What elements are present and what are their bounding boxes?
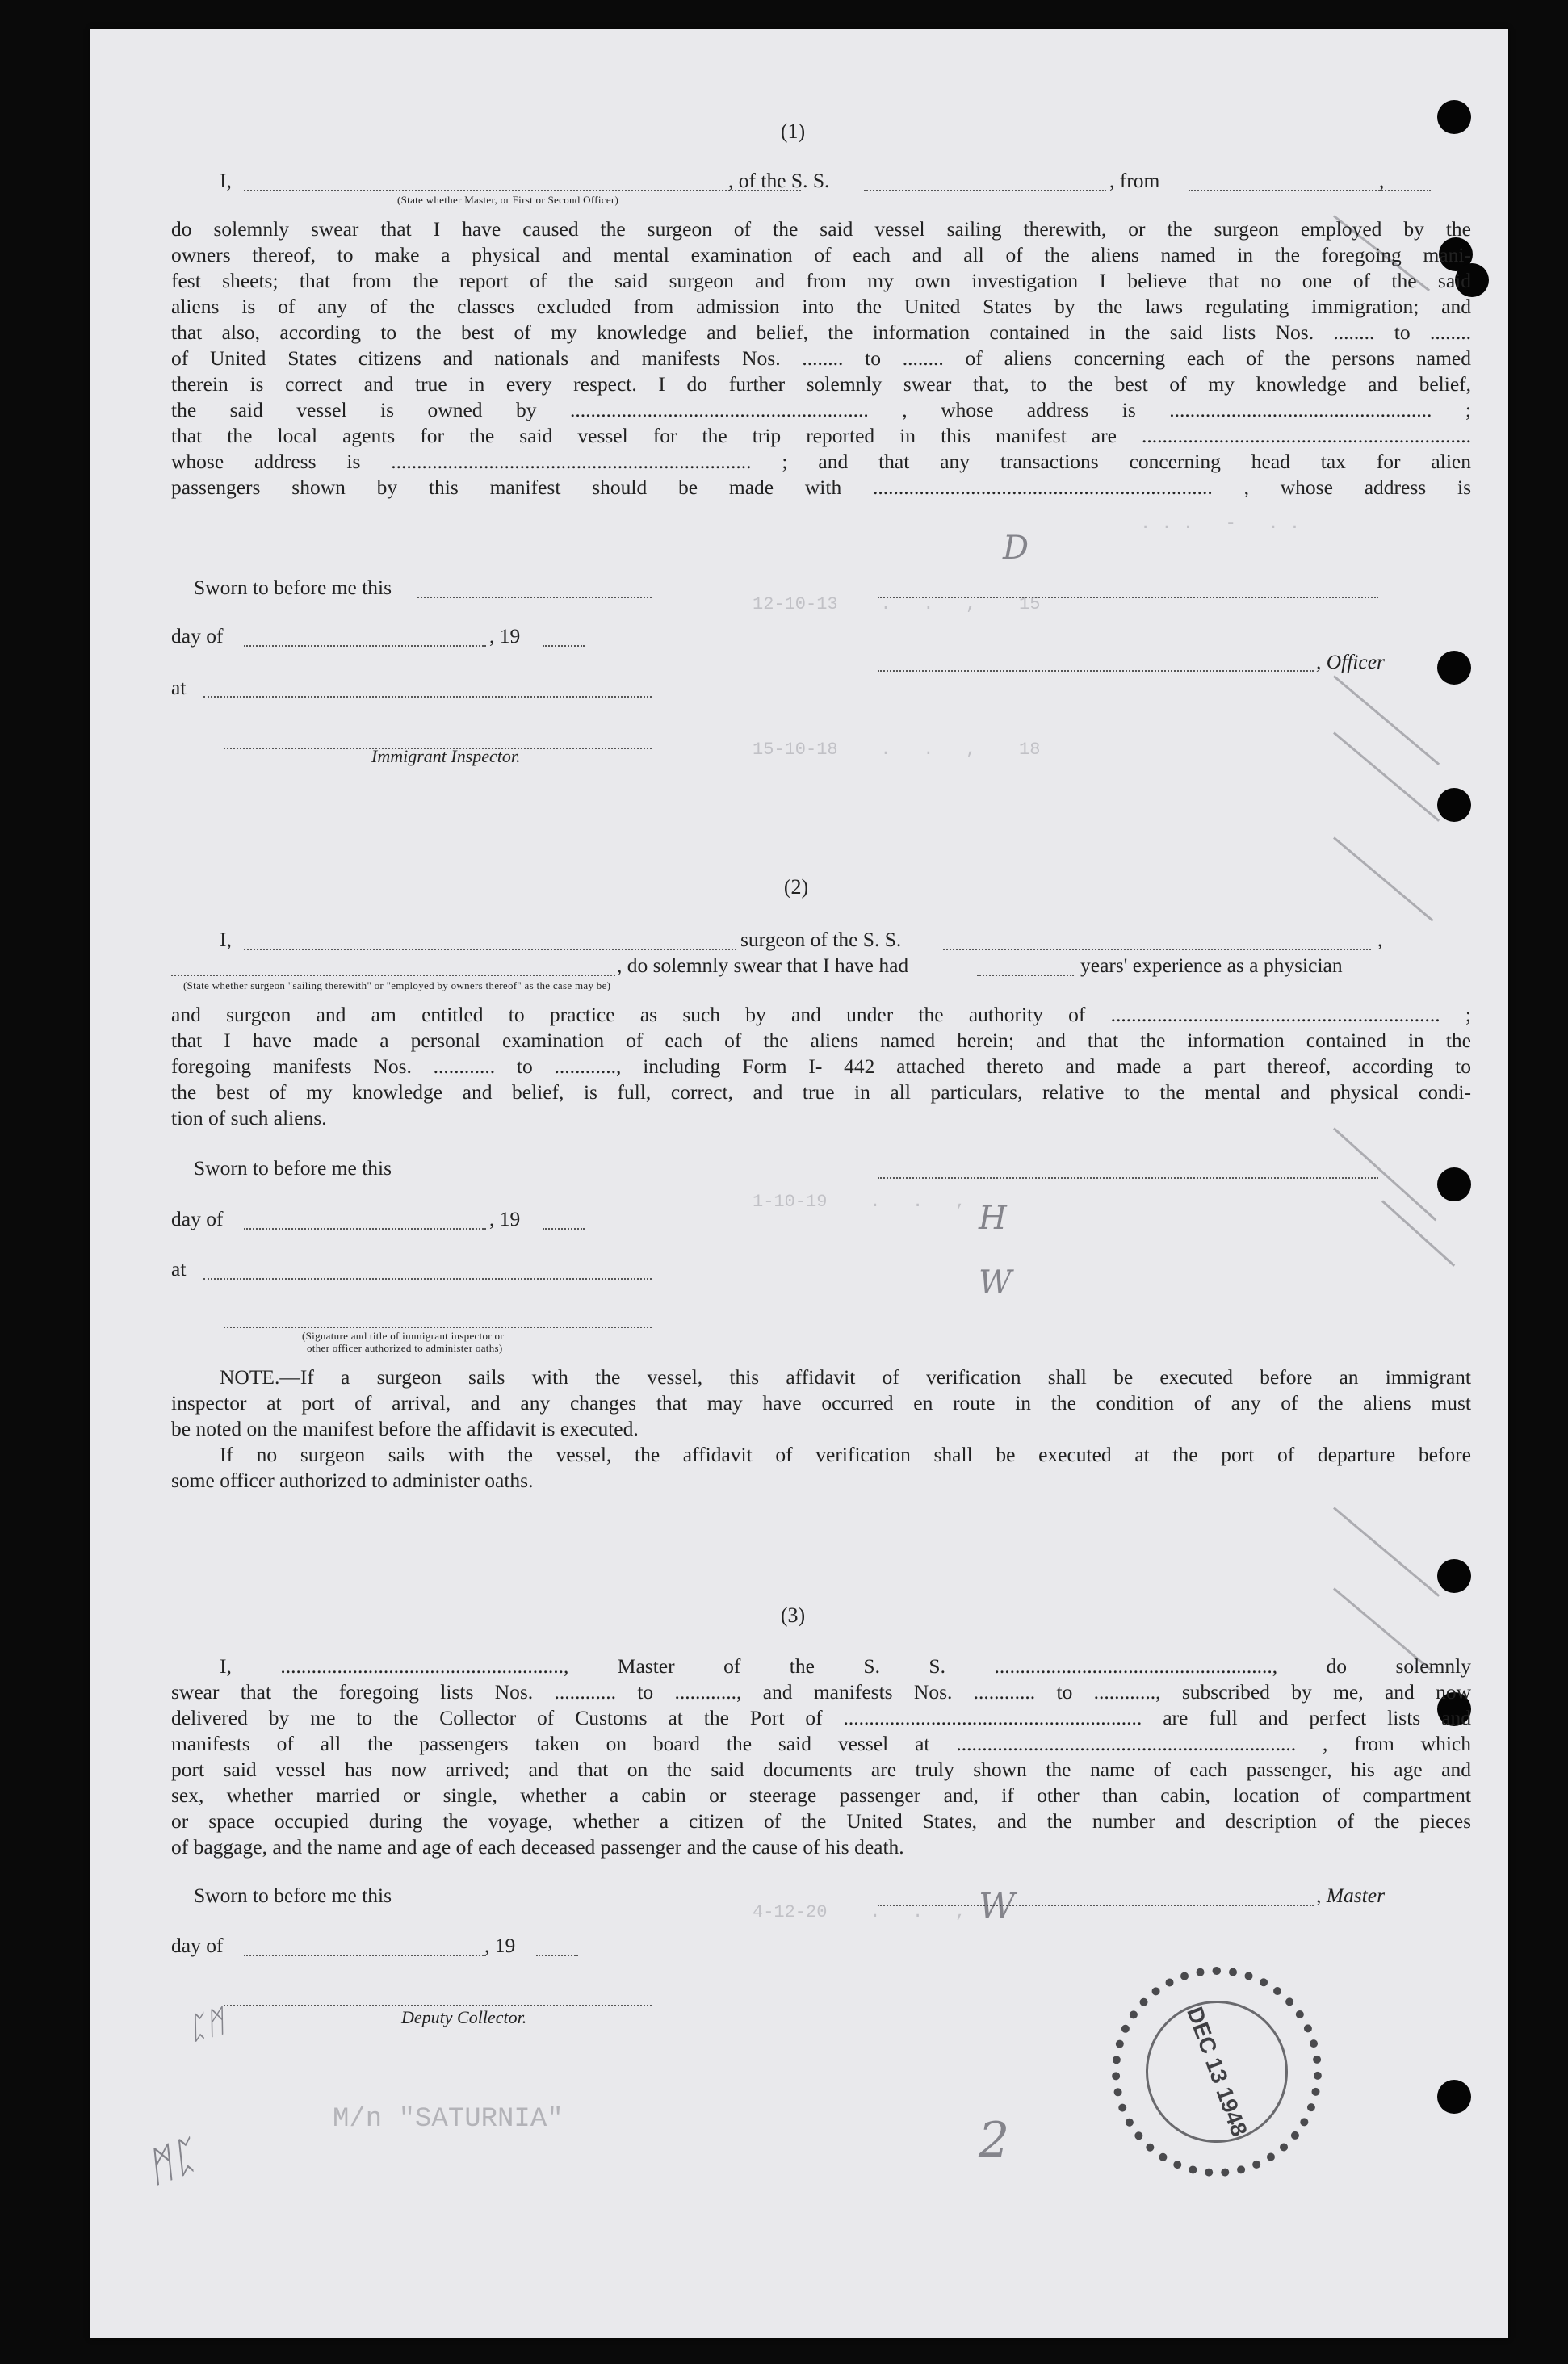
from-label: , from <box>1109 169 1160 192</box>
bleed-through-text: . . . - . . <box>1140 513 1301 534</box>
surgeon-ship-line <box>943 949 1371 950</box>
surgeon-type-line <box>171 975 615 976</box>
line-end-comma: , <box>1377 928 1383 951</box>
at-label-2: at <box>171 1257 187 1280</box>
oath-line: foregoing manifests Nos. ............ to ............, including Form I- 442 attached thereto and made a part thereof, according to <box>171 1054 1471 1078</box>
oath-line: whose address is ...................................................................... ; and that any transactions concerning head tax for alien <box>171 450 1471 473</box>
bleed-through-text: 15-10-18 . . , 18 <box>753 740 1041 760</box>
oath-line: that the local agents for the said vessel for the trip reported in this manifest are ................................................................ <box>171 424 1471 447</box>
line-end-comma: , <box>1379 169 1385 192</box>
year-label-1: , 19 <box>489 624 521 648</box>
oath-line: aliens is of any of the classes excluded from admission into the United States by the laws regulating immigration; and <box>171 295 1471 318</box>
surgeon-type-note: (State whether surgeon "sailing therewith" or "employed by owners thereof" as the case may be) <box>183 979 611 991</box>
pencil-mark <box>1333 1507 1440 1597</box>
year-label-2: , 19 <box>489 1207 521 1230</box>
bleed-through-text: 12-10-13 . . , 15 <box>753 594 1041 614</box>
pencil-mark <box>1333 1127 1436 1221</box>
master-label: , Master <box>1316 1884 1385 1907</box>
pencil-mark <box>1333 731 1440 822</box>
section-3-oath-paragraph <box>171 1654 1471 1860</box>
handwritten-mark: ᛈᛗ <box>183 2002 228 2048</box>
section-2-oath-paragraph <box>171 1002 1471 1131</box>
surgeon-of-ss-label: surgeon of the S. S. <box>740 928 902 951</box>
officer-type-note: (State whether Master, or First or Second Officer) <box>397 194 619 206</box>
surgeon-note-paragraph <box>171 1364 1471 1494</box>
handwritten-mark: H <box>979 1200 1007 1237</box>
surgeon-name-line <box>244 949 736 950</box>
day-of-line-2 <box>244 1228 486 1230</box>
year-label-3: , 19 <box>484 1934 516 1957</box>
officer-signature-line-1 <box>878 597 1378 598</box>
handwritten-mark: ᛗᛈ <box>140 2131 203 2192</box>
bleed-through-text: 1-10-19 . . , <box>753 1192 966 1212</box>
oath-line: port said vessel has now arrived; and that on the said documents are truly shown the name of each passenger, his age and <box>171 1758 1471 1781</box>
at-line-1 <box>203 696 652 698</box>
handwritten-mark: 2 <box>979 2112 1010 2169</box>
officer-signature-line-2 <box>878 670 1314 672</box>
handwritten-mark: W <box>979 1886 1016 1927</box>
section-1-oath-paragraph <box>171 216 1471 501</box>
year-line-3 <box>536 1955 578 1956</box>
oath-line: sex, whether married or single, whether a cabin or steerage passenger and, if other than cabin, location of compartment <box>171 1783 1471 1807</box>
at-line-2 <box>203 1278 652 1280</box>
oath-line: of baggage, and the name and age of each deceased passenger and the cause of his death. <box>171 1835 904 1859</box>
note-line: If no surgeon sails with the vessel, the affidavit of verification shall be executed at the port of departure before <box>220 1443 1471 1466</box>
day-of-label-1: day of <box>171 624 224 648</box>
oath-line: the best of my knowledge and belief, is full, correct, and true in all particulars, relative to the mental and physical condi- <box>171 1080 1471 1104</box>
oath-line: owners thereof, to make a physical and mental examination of each and all of the aliens named in the foregoing mani- <box>171 243 1471 266</box>
of-the-ss-label: , of the S. S. <box>728 169 830 192</box>
date-stamp <box>1112 1967 1322 2177</box>
pencil-mark <box>1381 1200 1455 1267</box>
oath-line: manifests of all the passengers taken on board the said vessel at .................................................................. , from which <box>171 1732 1471 1755</box>
year-line-2 <box>543 1228 585 1230</box>
oath-line: that also, according to the best of my knowledge and belief, the information contained in the said lists Nos. ........ to ........ <box>171 321 1471 344</box>
oath-line: the said vessel is owned by .......................................................... , whose address is ................................................... ; <box>171 398 1471 421</box>
day-of-line-1 <box>244 645 486 647</box>
stamp-date: DEC 13 1948 <box>1126 1980 1308 2163</box>
oath-line: therein is correct and true in every respect. I do further solemnly swear that, to the best of my knowledge and belief, <box>171 372 1471 396</box>
signature-title-note-1: (Signature and title of immigrant inspector or <box>302 1330 504 1342</box>
punch-hole-5 <box>1437 788 1471 822</box>
oath-line: of United States citizens and nationals and manifests Nos. ........ to ........ of aliens concerning each of the persons named <box>171 346 1471 370</box>
note-line: inspector at port of arrival, and any changes that may have occurred en route in the condition of any of the aliens must <box>171 1391 1471 1415</box>
officer-label: , Officer <box>1316 650 1385 673</box>
day-of-label-3: day of <box>171 1934 224 1957</box>
collector-signature-line <box>224 2005 652 2006</box>
deputy-collector-label: Deputy Collector. <box>401 2007 527 2027</box>
sworn-label-2: Sworn to before me this <box>194 1156 392 1180</box>
oath-line: fest sheets; that from the report of the said surgeon and from my own investigation I believe that no one of the said <box>171 269 1471 292</box>
punch-hole-9 <box>1437 2080 1471 2114</box>
master-signature-line <box>878 1905 1314 1906</box>
years-experience-line <box>977 975 1074 976</box>
manifest-page <box>90 29 1508 2338</box>
oath-line: tion of such aliens. <box>171 1106 327 1130</box>
section-1-number: (1) <box>780 119 806 143</box>
ship-name-line <box>864 190 1106 191</box>
punch-hole-4 <box>1437 651 1471 685</box>
authorized-signature-line <box>224 1327 652 1328</box>
sworn-label-3: Sworn to before me this <box>194 1884 392 1907</box>
punch-hole-7 <box>1437 1559 1471 1593</box>
day-of-line-3 <box>244 1955 486 1956</box>
handwritten-mark: W <box>979 1264 1012 1301</box>
sworn-label-1: Sworn to before me this <box>194 576 392 599</box>
section-3-number: (3) <box>780 1603 806 1627</box>
oath-line: delivered by me to the Collector of Customs at the Port of .......................................................... are full and perfect lists and <box>171 1706 1471 1729</box>
oath-line: and surgeon and am entitled to practice as such by and under the authority of ................................................................ ; <box>171 1003 1471 1026</box>
note-line: be noted on the manifest before the affidavit is executed. <box>171 1417 639 1440</box>
oath-line: I, ......................................................., Master of the S. S. ......................................................, do solemnly <box>220 1654 1471 1678</box>
pencil-mark <box>1333 675 1440 765</box>
bleed-through-text: 4-12-20 . . , <box>753 1902 966 1922</box>
do-solemnly-swear-label: , do solemnly swear that I have had <box>617 954 909 977</box>
years-experience-label: years' experience as a physician <box>1080 954 1343 977</box>
oath-line: that I have made a personal examination of each of the aliens named herein; and that the information contained in the <box>171 1029 1471 1052</box>
oath-line: swear that the foregoing lists Nos. ............ to ............, and manifests Nos. ............ to ............, subscribed by me, and now <box>171 1680 1471 1704</box>
signature-title-note-2: other officer authorized to administer oaths) <box>307 1342 503 1354</box>
year-line-1 <box>543 645 585 647</box>
sworn-date-line-1 <box>417 597 652 598</box>
section-1-opening-i: I, <box>220 169 232 192</box>
note-line: NOTE.—If a surgeon sails with the vessel, this affidavit of verification shall be executed before an immigrant <box>220 1365 1471 1389</box>
vessel-name-bleed: M/n "SATURNIA" <box>333 2104 564 2135</box>
immigrant-inspector-label: Immigrant Inspector. <box>371 746 521 766</box>
surgeon-signature-line <box>878 1177 1378 1179</box>
punch-hole-6 <box>1437 1167 1471 1201</box>
section-2-number: (2) <box>783 875 809 899</box>
from-port-line <box>1189 190 1431 191</box>
oath-line: passengers shown by this manifest should be made with .................................................................. , whose address is <box>171 476 1471 499</box>
note-line: some officer authorized to administer oaths. <box>171 1469 534 1492</box>
day-of-label-2: day of <box>171 1207 224 1230</box>
section-2-opening-i: I, <box>220 928 232 951</box>
at-label-1: at <box>171 676 187 699</box>
oath-line: do solemnly swear that I have caused the surgeon of the said vessel sailing therewith, or the surgeon employed by the <box>171 217 1471 241</box>
oath-line: or space occupied during the voyage, whether a citizen of the United States, and the number and description of the pieces <box>171 1809 1471 1833</box>
handwritten-mark: D <box>1003 530 1029 567</box>
officer-name-line <box>244 190 801 191</box>
